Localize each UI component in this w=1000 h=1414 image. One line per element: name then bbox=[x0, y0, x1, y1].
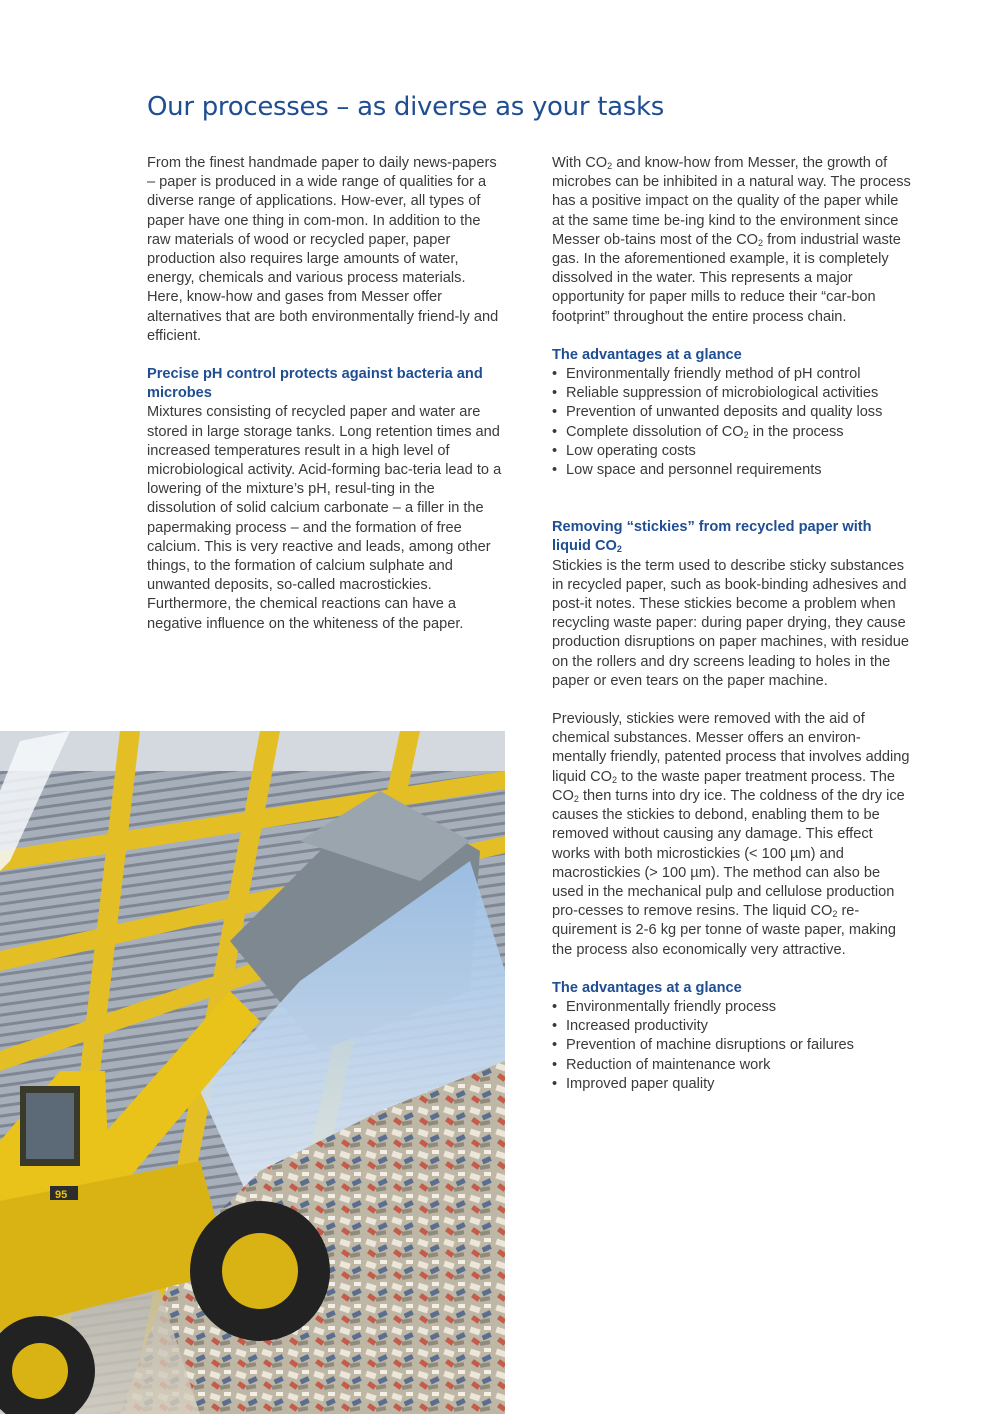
wheel-loader-recycled-paper-photo bbox=[0, 731, 505, 1414]
liquid-co2-paragraph: Previously, stickies were removed with the aid of chemical substances. Messer offers an environ-mentally friendly, patented process that involves adding liquid $CO_2$ to the waste paper treatment process. The $CO_2$ then turns into dry ice. The coldness of the dry ice causes the stickies to debond, enabling them to be removed without causing any damage. This effect works with both microstickies (< 100 µm) and macrostickies (> 100 µm). The method can also be used in the mechanical pulp and cellulose production pro-cesses to remove resins. The liquid $CO_2$ re-quirement is 2-6 kg per tonne of waste paper, making the process also economically very attractive. bbox=[552, 711, 910, 958]
page-title: Our processes – as diverse as your tasks bbox=[147, 92, 664, 122]
co2-paragraph: With $CO_2$ and know-how from Messer, the growth of microbes can be inhibited in a natural way. The process has a positive impact on the quality of the paper while at the same time be-ing kind to the environment since Messer ob-tains most of the $CO_2$ from industrial waste gas. In the aforementioned example, it is completely dissolved in the water. This represents a major opportunity for paper mills to reduce their “car-bon footprint” throughout the entire process chain. bbox=[552, 155, 911, 325]
list-item: • Low operating costs bbox=[552, 442, 914, 461]
list-item: • Environmentally friendly method of pH control bbox=[552, 365, 914, 384]
advantages-list-2 bbox=[552, 998, 914, 1094]
right-column bbox=[552, 154, 914, 1094]
advantages-list-1 bbox=[552, 365, 914, 480]
list-item: • Complete dissolution of $CO_2$ in the process bbox=[552, 423, 914, 442]
intro-paragraph: From the finest handmade paper to daily news-papers – paper is produced in a wide range of qualities for a diverse range of applications. How-ever, all types of paper have one thing in com-mon. In addition to the raw materials of wood or recycled paper, paper production also requires large amounts of water, energy, chemicals and various process materials. bbox=[147, 155, 497, 287]
list-item: • Prevention of unwanted deposits and quality loss bbox=[552, 403, 914, 422]
list-item: • Increased productivity bbox=[552, 1017, 914, 1036]
list-item: • Reliable suppression of microbiological activities bbox=[552, 384, 914, 403]
advantages-heading-1: The advantages at a glance bbox=[552, 346, 742, 363]
list-item: • Environmentally friendly process bbox=[552, 998, 914, 1017]
stickies-paragraph: Stickies is the term used to describe sticky substances in recycled paper, such as book-binding adhesives and post-it notes. These stickies become a problem when recycling waste paper: during paper drying, they cause production disruptions on paper machines, with residue on the rollers and dry screens leading to holes in the paper or even tears on the paper machine. bbox=[552, 557, 909, 689]
loader-number: 95 bbox=[55, 1189, 68, 1201]
list-item: • Improved paper quality bbox=[552, 1075, 914, 1094]
section-heading-stickies: Removing “stickies” from recycled paper with liquid $CO_2$ bbox=[552, 519, 872, 555]
advantages-heading-2: The advantages at a glance bbox=[552, 979, 742, 996]
intro-paragraph-2: Here, know-how and gases from Messer offer alternatives that are both environmentally friend-ly and efficient. bbox=[147, 289, 499, 344]
left-column bbox=[147, 154, 507, 634]
list-item: • Prevention of machine disruptions or failures bbox=[552, 1036, 914, 1055]
section-heading-ph-control: Precise pH control protects against bacteria and microbes bbox=[147, 366, 483, 402]
ph-control-paragraph: Mixtures consisting of recycled paper and water are stored in large storage tanks. Long retention times and increased temperatures result in a high level of microbiological activity. Acid-forming bac-teria lead to a lowering of the mixture’s pH, resul-ting in the dissolution of solid calcium carbonate – a filler in the papermaking process – and the formation of free calcium. This is very reactive and leads, among other things, to the formation of calcium sulphate and unwanted deposits, so-called macrostickies. Furthermore, the chemical reactions can have a negative influence on the whiteness of the paper. bbox=[147, 404, 502, 632]
list-item: • Reduction of maintenance work bbox=[552, 1056, 914, 1075]
list-item: • Low space and personnel requirements bbox=[552, 461, 914, 480]
